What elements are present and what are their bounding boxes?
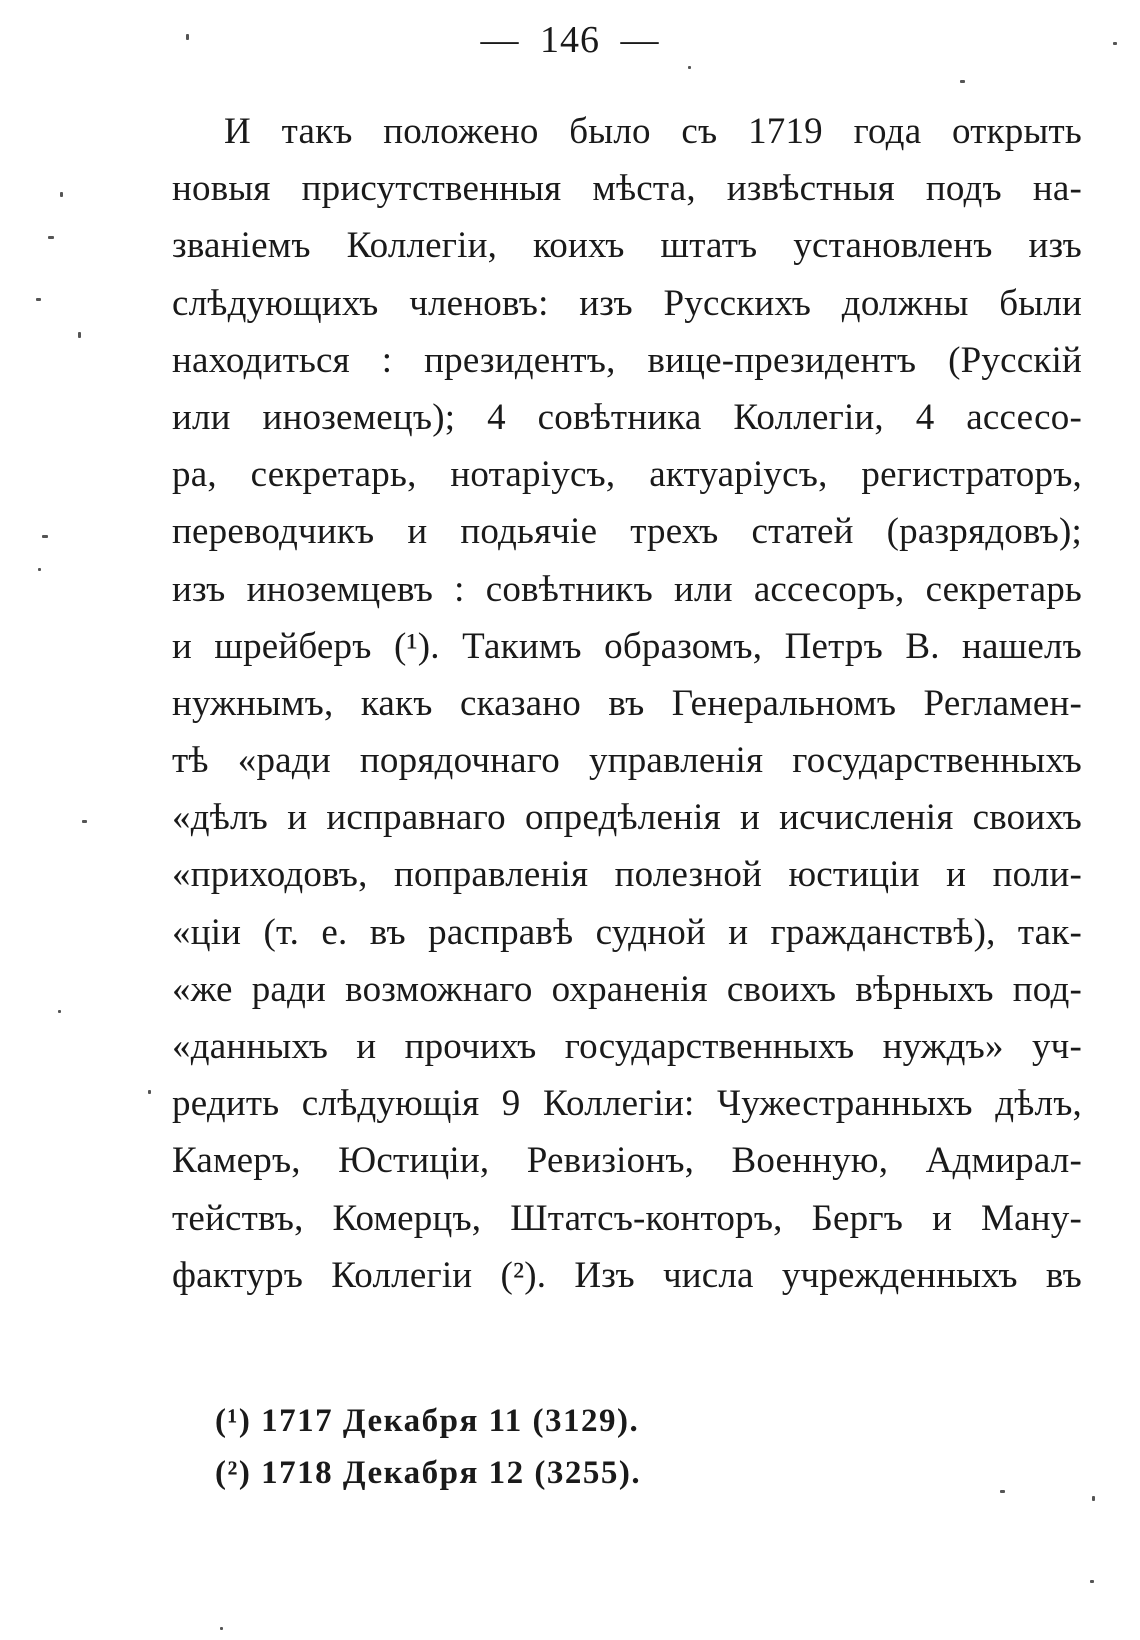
text-line: И такъ положено было съ 1719 года открыть (224, 111, 1082, 152)
scan-speck (148, 1090, 151, 1094)
scan-speck (688, 66, 691, 69)
text-line: или иноземецъ); 4 совѣтника Коллегіи, 4 ассесо- (172, 396, 1082, 438)
footnote-1: (¹) 1717 Декабря 11 (3129). (215, 1403, 640, 1439)
body-paragraph (172, 103, 1082, 1304)
text-line: новыя присутственныя мѣста, извѣстныя подъ на- (172, 168, 1082, 210)
text-line: званіемъ Коллегіи, коихъ штатъ установленъ изъ (172, 225, 1082, 267)
text-line: и шрейберъ (¹). Такимъ образомъ, Петръ В. нашелъ (172, 625, 1082, 667)
text-line: слѣдующихъ членовъ: изъ Русскихъ должны были (172, 282, 1082, 324)
scan-speck (960, 80, 965, 83)
text-line: ра, секретарь, нотаріусъ, актуаріусъ, регистраторъ, (172, 454, 1082, 496)
page-header (0, 18, 1140, 62)
scan-speck (58, 1010, 61, 1013)
scan-speck (42, 535, 48, 538)
text-line: редить слѣдующія 9 Коллегіи: Чужестранныхъ дѣлъ, (172, 1083, 1082, 1125)
scan-speck (78, 332, 81, 338)
scan-speck (36, 298, 41, 301)
header-dash-right: — (620, 19, 660, 61)
text-line: фактуръ Коллегіи (²). Изъ числа учрежденныхъ въ (172, 1254, 1082, 1296)
text-line: тѣ «ради порядочнаго управленія государственныхъ (172, 740, 1082, 782)
text-line: тействъ, Комерцъ, Штатсъ-конторъ, Бергъ и Ману- (172, 1197, 1082, 1239)
scan-speck (220, 1627, 223, 1630)
header-dash-left: — (480, 19, 520, 61)
text-line: Камеръ, Юстиціи, Ревизіонъ, Военную, Адмирал- (172, 1140, 1082, 1182)
text-line: переводчикъ и подьячіе трехъ статей (разрядовъ); (172, 511, 1082, 553)
scan-speck (48, 236, 54, 239)
scan-speck (1113, 42, 1117, 45)
scan-speck (82, 820, 87, 823)
text-line: «же ради возможнаго охраненія своихъ вѣрныхъ под- (172, 968, 1082, 1010)
scan-speck (1092, 1496, 1095, 1501)
text-line: изъ иноземцевъ : совѣтникъ или ассесоръ, секретарь (172, 568, 1082, 610)
text-line: «ціи (т. е. въ расправѣ судной и гражданствѣ), так- (172, 911, 1082, 953)
text-line: «данныхъ и прочихъ государственныхъ нуждъ» уч- (172, 1026, 1082, 1067)
scan-speck (1090, 1580, 1094, 1583)
scan-speck (186, 34, 189, 40)
text-line: нужнымъ, какъ сказано въ Генеральномъ Регламен- (172, 682, 1082, 724)
scan-speck (60, 192, 63, 197)
text-line: находиться : президентъ, вице-президентъ (Русскій (172, 339, 1082, 381)
scan-speck (38, 568, 41, 571)
text-line: «приходовъ, поправленія полезной юстиціи и поли- (172, 854, 1082, 896)
footnotes (215, 1395, 935, 1499)
text-line: «дѣлъ и исправнаго опредѣленія и исчисленія своихъ (172, 797, 1082, 839)
scan-speck (1000, 1490, 1005, 1493)
page-number: 146 (540, 19, 600, 61)
footnote-2: (²) 1718 Декабря 12 (3255). (215, 1455, 642, 1491)
